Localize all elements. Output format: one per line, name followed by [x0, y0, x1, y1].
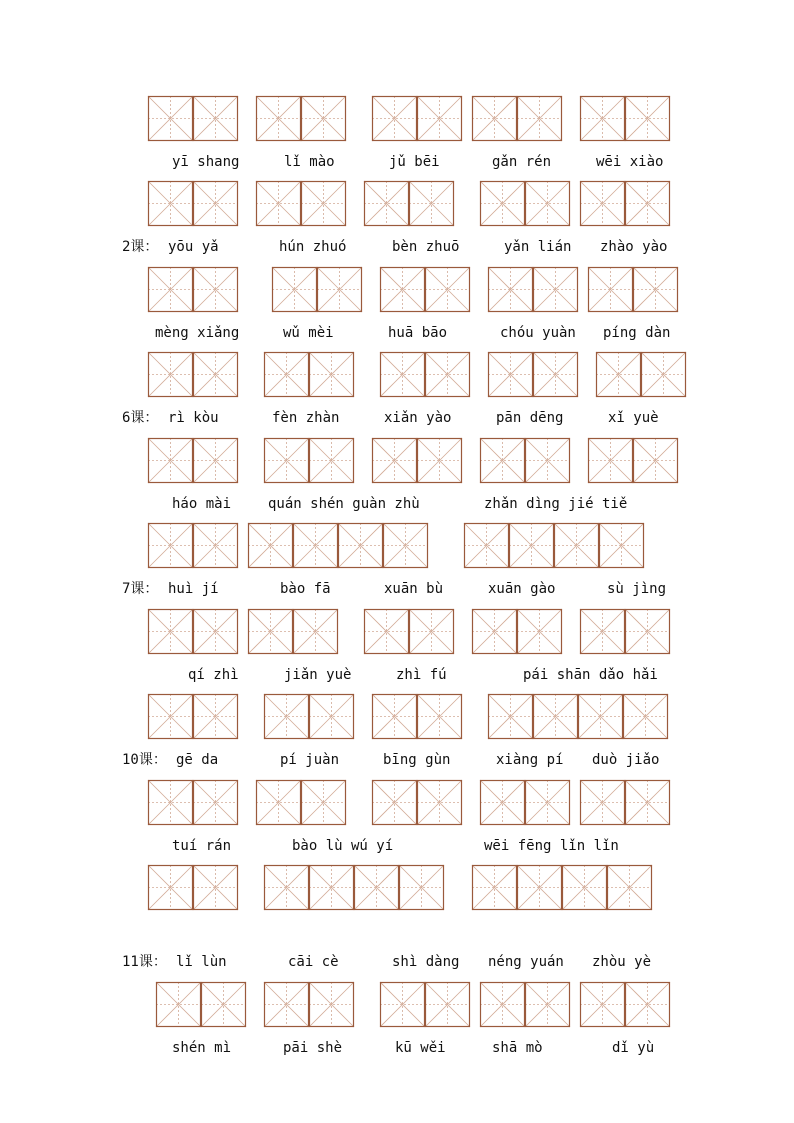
writing-box-group[interactable]	[264, 982, 354, 1027]
writing-box-group[interactable]	[148, 352, 238, 397]
writing-cell[interactable]	[309, 694, 354, 739]
writing-cell[interactable]	[588, 267, 633, 312]
writing-cell[interactable]	[380, 267, 425, 312]
writing-cell[interactable]	[272, 267, 317, 312]
pinyin-word: rì kòu	[168, 410, 219, 426]
pinyin-word: wēi xiào	[596, 154, 664, 170]
writing-cell[interactable]	[625, 96, 670, 141]
pinyin-word: chóu yuàn	[500, 325, 576, 341]
pinyin-word: mèng xiǎng	[155, 325, 240, 341]
writing-cell[interactable]	[480, 780, 525, 825]
writing-cell[interactable]	[509, 523, 554, 568]
pinyin-word: gǎn rén	[492, 154, 552, 170]
writing-cell[interactable]	[264, 438, 309, 483]
writing-box-group[interactable]	[372, 438, 462, 483]
writing-cell[interactable]	[193, 780, 238, 825]
pinyin-word: wǔ mèi	[283, 325, 334, 341]
writing-cell[interactable]	[417, 780, 462, 825]
writing-cell[interactable]	[580, 181, 625, 226]
writing-box-group[interactable]	[580, 96, 670, 141]
writing-cell[interactable]	[625, 609, 670, 654]
writing-cell[interactable]	[193, 181, 238, 226]
writing-cell[interactable]	[425, 352, 470, 397]
writing-box-group[interactable]	[148, 780, 238, 825]
writing-box-group[interactable]	[364, 181, 454, 226]
lesson-label: 6课：	[122, 410, 159, 426]
writing-box-group[interactable]	[256, 780, 346, 825]
writing-cell[interactable]	[148, 694, 193, 739]
writing-cell[interactable]	[372, 780, 417, 825]
writing-cell[interactable]	[338, 523, 383, 568]
writing-box-group[interactable]	[364, 609, 454, 654]
writing-cell[interactable]	[472, 96, 517, 141]
lesson-label: 2课：	[122, 239, 159, 255]
writing-cell[interactable]	[488, 352, 533, 397]
writing-cell[interactable]	[256, 181, 301, 226]
writing-cell[interactable]	[301, 780, 346, 825]
writing-cell[interactable]	[193, 694, 238, 739]
writing-cell[interactable]	[464, 523, 509, 568]
writing-cell[interactable]	[148, 780, 193, 825]
writing-cell[interactable]	[578, 694, 623, 739]
writing-box-group[interactable]	[148, 694, 238, 739]
writing-cell[interactable]	[193, 352, 238, 397]
pinyin-word: qí zhì	[188, 667, 239, 683]
pinyin-word: wēi fēng lǐn lǐn	[484, 838, 619, 854]
writing-box-group[interactable]	[480, 780, 570, 825]
writing-cell[interactable]	[148, 181, 193, 226]
pinyin-word: lǐ lùn	[176, 954, 227, 970]
writing-cell[interactable]	[293, 523, 338, 568]
writing-cell[interactable]	[383, 523, 428, 568]
writing-box-group[interactable]	[580, 609, 670, 654]
pinyin-word: shén mì	[172, 1040, 232, 1056]
writing-box-group[interactable]	[380, 267, 470, 312]
writing-cell[interactable]	[364, 181, 409, 226]
writing-box-group[interactable]	[464, 523, 644, 568]
writing-box-group[interactable]	[480, 982, 570, 1027]
writing-cell[interactable]	[472, 865, 517, 910]
writing-cell[interactable]	[148, 523, 193, 568]
writing-cell[interactable]	[488, 267, 533, 312]
pinyin-word: pái shān dǎo hǎi	[523, 667, 658, 683]
pinyin-word: xiàng pí	[496, 752, 564, 768]
writing-cell[interactable]	[623, 694, 668, 739]
writing-box-group[interactable]	[596, 352, 686, 397]
writing-cell[interactable]	[633, 267, 678, 312]
pinyin-word: bào lù wú yí	[292, 838, 394, 854]
pinyin-word: xuān bù	[384, 581, 444, 597]
writing-box-group[interactable]	[148, 609, 238, 654]
writing-cell[interactable]	[264, 694, 309, 739]
writing-cell[interactable]	[596, 352, 641, 397]
writing-cell[interactable]	[309, 982, 354, 1027]
writing-box-group[interactable]	[372, 694, 462, 739]
writing-box-group[interactable]	[488, 694, 668, 739]
pinyin-word: huì jí	[168, 581, 219, 597]
pinyin-word: píng dàn	[603, 325, 671, 341]
writing-cell[interactable]	[256, 780, 301, 825]
writing-box-group[interactable]	[480, 438, 570, 483]
writing-box-group[interactable]	[248, 609, 338, 654]
writing-cell[interactable]	[193, 523, 238, 568]
writing-box-group[interactable]	[472, 865, 652, 910]
writing-box-group[interactable]	[272, 267, 362, 312]
writing-cell[interactable]	[580, 609, 625, 654]
writing-box-group[interactable]	[488, 352, 578, 397]
writing-cell[interactable]	[148, 267, 193, 312]
writing-box-group[interactable]	[580, 982, 670, 1027]
writing-cell[interactable]	[580, 982, 625, 1027]
writing-cell[interactable]	[633, 438, 678, 483]
writing-box-group[interactable]	[264, 438, 354, 483]
writing-box-group[interactable]	[148, 865, 238, 910]
writing-cell[interactable]	[301, 96, 346, 141]
writing-cell[interactable]	[425, 267, 470, 312]
writing-cell[interactable]	[625, 780, 670, 825]
pinyin-word: gē da	[176, 752, 219, 768]
lesson-label: 7课：	[122, 581, 159, 597]
writing-cell[interactable]	[148, 352, 193, 397]
writing-cell[interactable]	[525, 780, 570, 825]
pinyin-word: fèn zhàn	[272, 410, 340, 426]
writing-box-group[interactable]	[588, 438, 678, 483]
writing-cell[interactable]	[248, 609, 293, 654]
writing-cell[interactable]	[148, 438, 193, 483]
writing-cell[interactable]	[525, 181, 570, 226]
lesson-label: 10课：	[122, 752, 167, 768]
writing-cell[interactable]	[480, 438, 525, 483]
writing-cell[interactable]	[301, 181, 346, 226]
writing-cell[interactable]	[488, 694, 533, 739]
writing-box-group[interactable]	[372, 96, 462, 141]
writing-cell[interactable]	[399, 865, 444, 910]
writing-box-group[interactable]	[148, 523, 238, 568]
writing-cell[interactable]	[201, 982, 246, 1027]
writing-box-group[interactable]	[156, 982, 246, 1027]
pinyin-word: shì dàng	[392, 954, 460, 970]
writing-cell[interactable]	[372, 96, 417, 141]
pinyin-word: yōu yǎ	[168, 239, 219, 255]
pinyin-word: quán shén guàn zhù	[268, 496, 420, 512]
writing-cell[interactable]	[309, 438, 354, 483]
writing-cell[interactable]	[293, 609, 338, 654]
writing-cell[interactable]	[472, 609, 517, 654]
writing-cell[interactable]	[380, 982, 425, 1027]
writing-box-group[interactable]	[372, 780, 462, 825]
writing-box-group[interactable]	[580, 780, 670, 825]
writing-cell[interactable]	[409, 181, 454, 226]
writing-box-group[interactable]	[148, 96, 238, 141]
pinyin-word: duò jiǎo	[592, 752, 660, 768]
pinyin-word: hún zhuó	[279, 239, 347, 255]
writing-box-group[interactable]	[248, 523, 428, 568]
pinyin-word: bèn zhuō	[392, 239, 460, 255]
writing-box-group[interactable]	[148, 438, 238, 483]
writing-cell[interactable]	[148, 865, 193, 910]
pinyin-word: jiǎn yuè	[284, 667, 352, 683]
writing-cell[interactable]	[480, 982, 525, 1027]
pinyin-word: zhòu yè	[592, 954, 652, 970]
writing-cell[interactable]	[625, 982, 670, 1027]
writing-cell[interactable]	[525, 438, 570, 483]
writing-box-group[interactable]	[148, 181, 238, 226]
writing-cell[interactable]	[417, 438, 462, 483]
pinyin-word: xuān gào	[488, 581, 556, 597]
writing-cell[interactable]	[256, 96, 301, 141]
pinyin-word: pān dēng	[496, 410, 564, 426]
writing-cell[interactable]	[264, 865, 309, 910]
writing-box-group[interactable]	[472, 96, 562, 141]
writing-cell[interactable]	[625, 181, 670, 226]
writing-cell[interactable]	[264, 352, 309, 397]
pinyin-word: pí juàn	[280, 752, 340, 768]
writing-cell[interactable]	[309, 865, 354, 910]
writing-cell[interactable]	[354, 865, 399, 910]
pinyin-word: cāi cè	[288, 954, 339, 970]
pinyin-word: pāi shè	[283, 1040, 343, 1056]
writing-cell[interactable]	[580, 96, 625, 141]
writing-cell[interactable]	[599, 523, 644, 568]
pinyin-word: bào fā	[280, 581, 331, 597]
writing-cell[interactable]	[193, 865, 238, 910]
pinyin-word: xǐ yuè	[608, 410, 659, 426]
writing-cell[interactable]	[480, 181, 525, 226]
writing-cell[interactable]	[517, 865, 562, 910]
writing-cell[interactable]	[248, 523, 293, 568]
writing-cell[interactable]	[156, 982, 201, 1027]
pinyin-word: shā mò	[492, 1040, 543, 1056]
writing-box-group[interactable]	[588, 267, 678, 312]
pinyin-word: háo mài	[172, 496, 232, 512]
writing-cell[interactable]	[372, 694, 417, 739]
writing-cell[interactable]	[417, 694, 462, 739]
pinyin-word: zhào yào	[600, 239, 668, 255]
pinyin-word: jǔ bēi	[389, 154, 440, 170]
pinyin-word: kū wěi	[395, 1040, 446, 1056]
writing-box-group[interactable]	[256, 96, 346, 141]
writing-cell[interactable]	[533, 267, 578, 312]
writing-cell[interactable]	[562, 865, 607, 910]
writing-box-group[interactable]	[472, 609, 562, 654]
writing-cell[interactable]	[580, 780, 625, 825]
writing-cell[interactable]	[517, 609, 562, 654]
writing-box-group[interactable]	[264, 694, 354, 739]
lesson-label: 11课：	[122, 954, 167, 970]
writing-cell[interactable]	[193, 267, 238, 312]
writing-cell[interactable]	[517, 96, 562, 141]
writing-cell[interactable]	[533, 352, 578, 397]
pinyin-word: yǎn lián	[504, 239, 572, 255]
writing-box-group[interactable]	[264, 352, 354, 397]
writing-box-group[interactable]	[148, 267, 238, 312]
pinyin-word: lǐ mào	[284, 154, 335, 170]
writing-box-group[interactable]	[256, 181, 346, 226]
writing-cell[interactable]	[193, 609, 238, 654]
writing-cell[interactable]	[417, 96, 462, 141]
writing-box-group[interactable]	[580, 181, 670, 226]
writing-cell[interactable]	[148, 609, 193, 654]
writing-cell[interactable]	[309, 352, 354, 397]
writing-cell[interactable]	[554, 523, 599, 568]
pinyin-word: néng yuán	[488, 954, 564, 970]
writing-cell[interactable]	[148, 96, 193, 141]
pinyin-word: sù jìng	[607, 581, 667, 597]
writing-cell[interactable]	[588, 438, 633, 483]
pinyin-word: tuí rán	[172, 838, 232, 854]
writing-cell[interactable]	[372, 438, 417, 483]
writing-cell[interactable]	[607, 865, 652, 910]
writing-cell[interactable]	[193, 438, 238, 483]
writing-cell[interactable]	[380, 352, 425, 397]
pinyin-word: bīng gùn	[383, 752, 451, 768]
pinyin-word: dǐ yù	[612, 1040, 655, 1056]
pinyin-word: yī shang	[172, 154, 240, 170]
writing-box-group[interactable]	[380, 352, 470, 397]
writing-cell[interactable]	[264, 982, 309, 1027]
writing-box-group[interactable]	[264, 865, 444, 910]
writing-box-group[interactable]	[380, 982, 470, 1027]
pinyin-word: xiǎn yào	[384, 410, 452, 426]
writing-cell[interactable]	[425, 982, 470, 1027]
pinyin-word: zhǎn dìng jié tiě	[484, 496, 628, 512]
writing-box-group[interactable]	[488, 267, 578, 312]
writing-cell[interactable]	[409, 609, 454, 654]
writing-cell[interactable]	[317, 267, 362, 312]
writing-cell[interactable]	[533, 694, 578, 739]
writing-cell[interactable]	[364, 609, 409, 654]
writing-box-group[interactable]	[480, 181, 570, 226]
writing-cell[interactable]	[525, 982, 570, 1027]
writing-cell[interactable]	[641, 352, 686, 397]
pinyin-word: zhì fú	[396, 667, 447, 683]
pinyin-word: huā bāo	[388, 325, 448, 341]
writing-cell[interactable]	[193, 96, 238, 141]
